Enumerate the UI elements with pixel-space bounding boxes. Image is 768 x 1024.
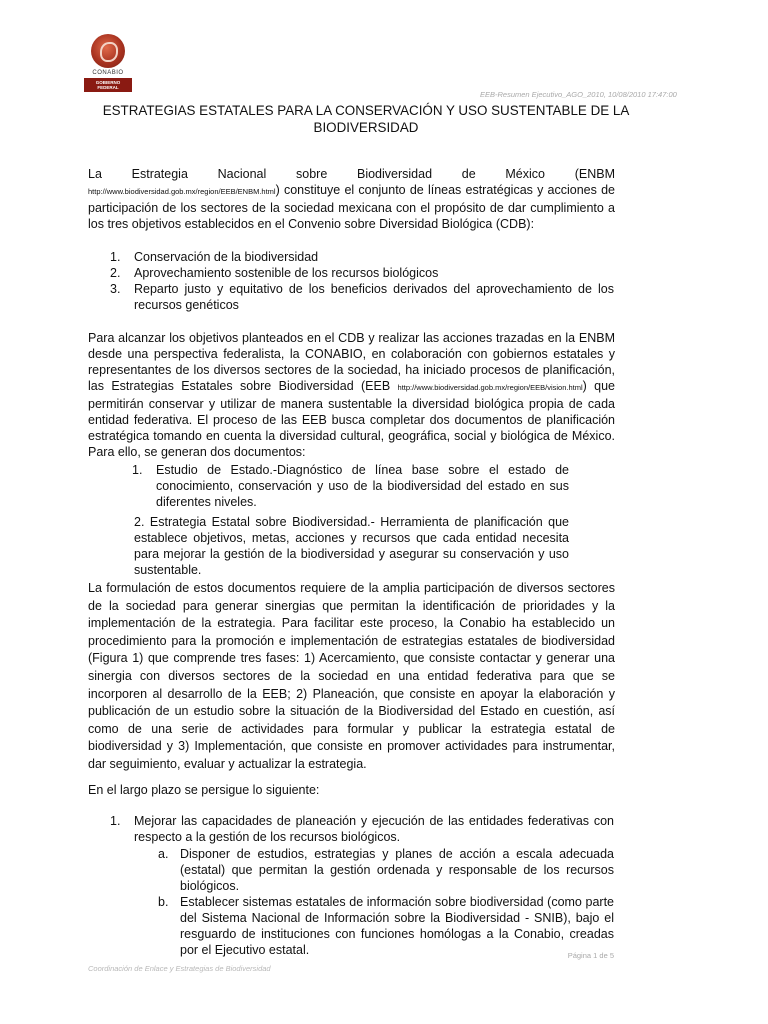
list-item bbox=[110, 249, 614, 265]
intro-paragraph bbox=[88, 166, 615, 232]
conabio-seal-icon bbox=[91, 34, 125, 68]
list-text: Aprovechamiento sostenible de los recursos biológicos bbox=[134, 266, 439, 280]
title-line-2: BIODIVERSIDAD bbox=[313, 120, 419, 135]
conabio-logo bbox=[84, 34, 132, 96]
list-text: Conservación de la biodiversidad bbox=[134, 250, 319, 264]
list-number: b. bbox=[158, 895, 169, 909]
list-number: 2. bbox=[110, 266, 121, 280]
logo-band bbox=[84, 78, 132, 92]
objectives-list bbox=[110, 249, 614, 313]
header-meta: EEB-Resumen Ejecutivo_AGO_2010, 10/08/2010 17:47:00 bbox=[480, 90, 677, 99]
intro-rest: ) constituye el conjunto de líneas estratégicas y acciones de participación de los sectores de la sociedad mexicana con el propósito de dar cumplimiento a los tres objetivos establecidos en el Convenio sobre Diversidad Biológica (CDB): bbox=[88, 183, 615, 231]
long-term-intro: En el largo plazo se persigue lo siguiente: bbox=[88, 783, 320, 797]
list-item bbox=[110, 265, 614, 281]
list-text: Estrategia Estatal sobre Biodiversidad.- Herramienta de planificación que establece objetivos, metas, acciones y recursos que cada entidad necesita para mejorar la gestión de la biodiversidad y asegurar su conservación y uso sustentable. bbox=[134, 515, 569, 577]
goals-list bbox=[110, 813, 614, 845]
list-number: 3. bbox=[110, 282, 121, 296]
formulation-paragraph: La formulación de estos documentos requiere de la amplia participación de diversos sectores de la sociedad para generar sinergias que permitan la identificación de prioridades y la implementación de la estrategia. Para facilitar este proceso, la Conabio ha establecido un procedimiento para la promoción e implementación de estrategias estatales de biodiversidad (Figura 1) que comprende tres fases: 1) Acercamiento, que consiste contactar y generar una sinergia con diversos sectores de la sociedad en una entidad federativa para que se incorporen al desarrollo de la EEB; 2) Planeación, que consiste en apoyar la elaboración y publicación de un estudio sobre la situación de la Biodiversidad del Estado en cuestión, así como de una serie de actividades para formular y publicar la estrategia estatal de biodiversidad y 3) Implementación, que consiste en promover actividades para instrumentar, dar seguimiento, evaluar y actualizar la estrategia. bbox=[88, 581, 615, 771]
list-item bbox=[158, 846, 614, 894]
footer-department: Coordinación de Enlace y Estrategias de Biodiversidad bbox=[88, 964, 271, 973]
page-title bbox=[88, 102, 644, 136]
para2-lead: Para alcanzar los objetivos planteados en el CDB y realizar las acciones trazadas en la ENBM desde una perspectiva federalista, la CONABIO, en colaboración con gobiernos estatales y representantes de los diversos sectores de la sociedad, ha iniciado procesos de planificación, las Estrategias Estatales sobre Biodiversidad (EEB bbox=[88, 331, 615, 393]
list-text: Estudio de Estado.-Diagnóstico de línea base sobre el estado de conocimiento, conservación y uso de la biodiversidad del estado en sus diferentes niveles. bbox=[156, 463, 569, 509]
enbm-link[interactable]: http://www.biodiversidad.gob.mx/region/EEB/ENBM.html bbox=[88, 187, 276, 196]
list-item bbox=[110, 813, 614, 845]
list-item bbox=[158, 894, 614, 958]
logo-band-line1: GOBIERNO bbox=[95, 80, 121, 85]
title-line-1: ESTRATEGIAS ESTATALES PARA LA CONSERVACIÓN Y USO SUSTENTABLE DE LA bbox=[102, 103, 630, 118]
logo-band-line2: FEDERAL bbox=[97, 85, 119, 90]
document-item-2 bbox=[134, 514, 569, 578]
list-text: Reparto justo y equitativo de los beneficios derivados del aprovechamiento de los recursos genéticos bbox=[134, 282, 614, 312]
list-number: 1. bbox=[110, 250, 121, 264]
subgoals-list bbox=[158, 846, 614, 958]
page-number: Página 1 de 5 bbox=[567, 951, 614, 960]
list-text: Establecer sistemas estatales de información sobre biodiversidad (como parte del Sistema Nacional de Información sobre la Biodiversidad - SNIB), bajo el resguardo de instituciones con funciones homólogas a la Conabio, creadas por el Ejecutivo estatal. bbox=[180, 895, 614, 957]
eeb-paragraph bbox=[88, 330, 615, 460]
list-number: a. bbox=[158, 847, 169, 861]
logo-name: CONABIO bbox=[92, 70, 124, 76]
list-text: Mejorar las capacidades de planeación y ejecución de las entidades federativas con respecto a la gestión de los recursos biológicos. bbox=[134, 814, 614, 844]
list-item bbox=[132, 462, 569, 510]
intro-lead: La Estrategia Nacional sobre Biodiversidad de México (ENBM bbox=[88, 167, 615, 181]
list-item bbox=[110, 281, 614, 313]
list-text: Disponer de estudios, estrategias y planes de acción a escala adecuada (estatal) que permitan la gestión ordenada y responsable de los recursos biológicos. bbox=[180, 847, 614, 893]
eeb-link[interactable]: http://www.biodiversidad.gob.mx/region/EEB/vision.html bbox=[397, 383, 583, 392]
list-number: 1. bbox=[132, 463, 143, 477]
list-number: 1. bbox=[110, 814, 121, 828]
documents-list bbox=[132, 462, 569, 510]
para2-rest: ) que permitirán conservar y utilizar de manera sustentable la diversidad biológica propia de cada entidad federativa. El proceso de las EEB busca completar dos documentos de planificación estratégica tomando en cuenta la diversidad cultural, geográfica, social y biológica de México. Para ello, se generan dos documentos: bbox=[88, 379, 615, 459]
list-number: 2. bbox=[134, 515, 145, 529]
